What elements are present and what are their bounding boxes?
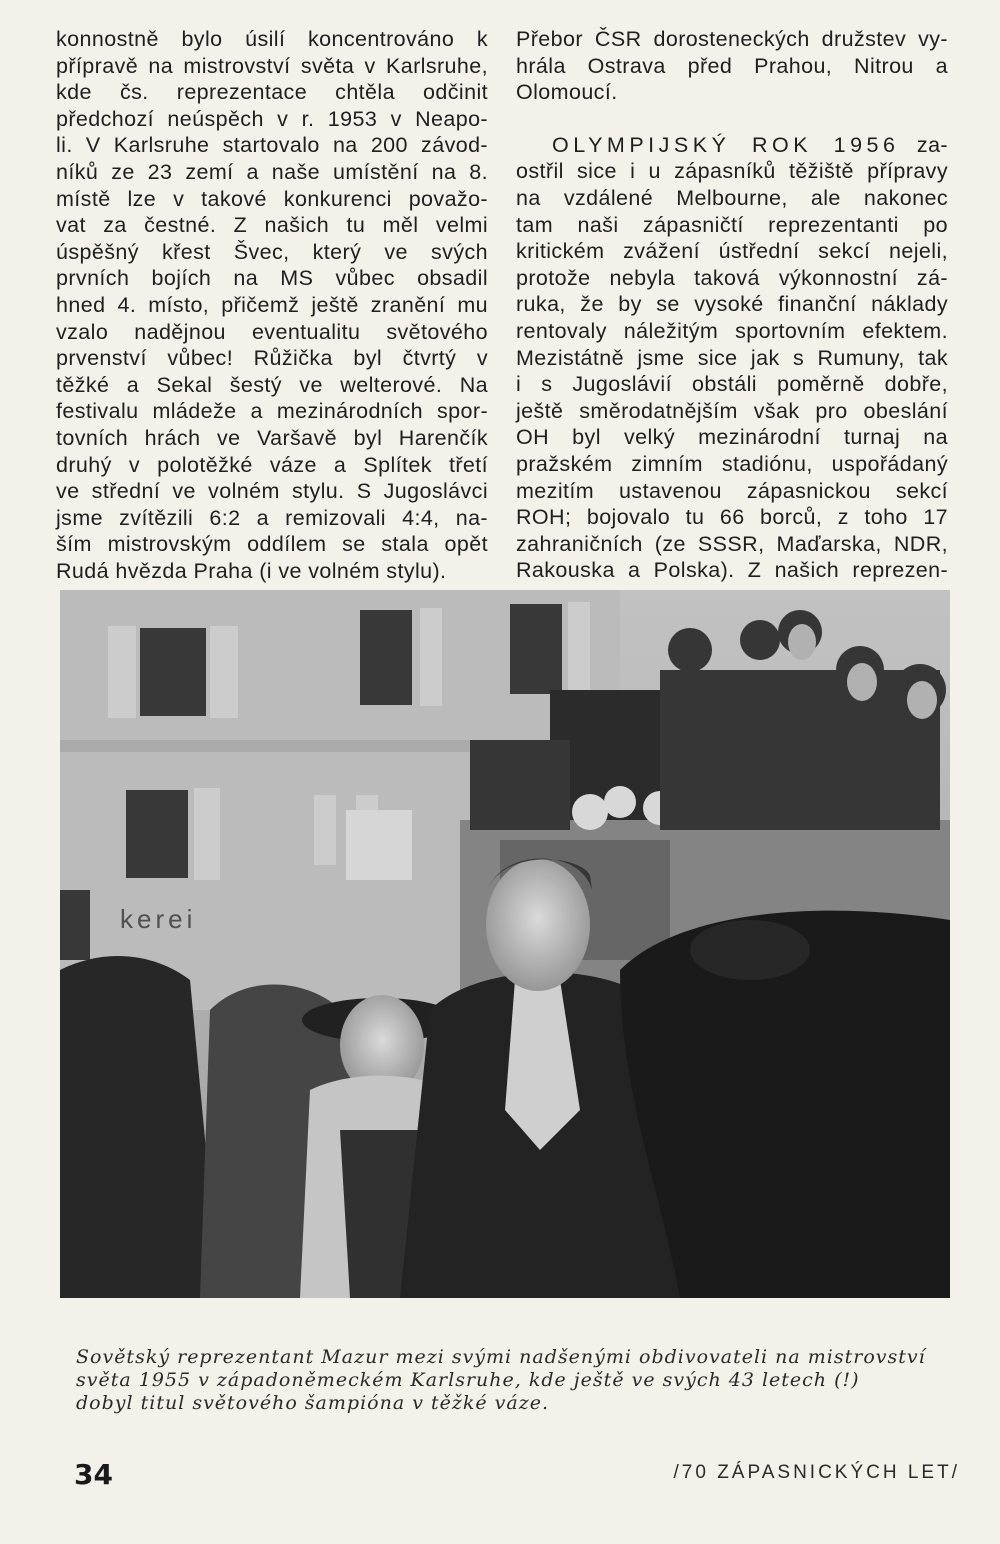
text-line: mezitím ustavenou zápasnickou sekcí: [516, 478, 948, 503]
text-line: místě lze v takové konkurenci považo-: [56, 186, 488, 211]
text-line: ROH; bojovalo tu 66 borců, z toho 17: [516, 505, 948, 530]
text-line: druhý v polotěžké váze a Splítek třetí: [56, 452, 488, 477]
photograph-illustration: [60, 590, 950, 1298]
text-line: protože nebyla taková výkonnostní zá-: [516, 265, 948, 290]
text-line: zahraničních (ze SSSR, Maďarska, NDR,: [516, 531, 948, 556]
photo-caption: [76, 1346, 956, 1415]
right-text-column: [516, 26, 948, 584]
paragraph-spacer: [516, 106, 948, 132]
text-line: Sovětský reprezentant Mazur mezi svými nadšenými obdivovateli na mistrovství: [76, 1346, 926, 1368]
text-line: kde čs. reprezentace chtěla odčinit: [56, 80, 488, 105]
text-line: pražském zimním stadiónu, uspořádaný: [516, 451, 948, 476]
text-line: ve střední ve volném stylu. S Jugoslávci: [56, 479, 488, 504]
text-line: ruka, že by se vysoké finanční náklady: [516, 292, 948, 317]
text-line: tovních hrách ve Varšavě byl Harenčík: [56, 425, 488, 450]
text-line: světa 1955 v západoněmeckém Karlsruhe, kde ještě ve svých 43 letech (!): [76, 1369, 860, 1391]
page-number: 34: [74, 1458, 113, 1491]
running-footer-title: /70 ZÁPASNICKÝCH LET/: [673, 1462, 960, 1483]
text-line: Rakouska a Polska). Z našich reprezen-: [516, 558, 948, 583]
text-line: Mezistátně jsme sice jak s Rumuny, tak: [516, 345, 948, 370]
text-line: Rudá hvězda Praha (i ve volném stylu).: [56, 558, 447, 583]
text-line: rentovaly náležitým sportovním efektem.: [516, 318, 948, 343]
text-line: festivalu mládeže a mezinárodních spor-: [56, 399, 488, 424]
photo-sign-text: kerei: [120, 904, 197, 934]
text-line: Olomoucí.: [516, 80, 618, 105]
text-line: vat za čestné. Z našich tu měl velmi: [56, 213, 488, 238]
text-line: konnostně bylo úsilí koncentrováno k: [56, 27, 488, 51]
heading-line-continuation: za-: [916, 132, 948, 157]
text-line: hned 4. místo, přičemž ještě zranění mu: [56, 292, 488, 317]
text-line: dobyl titul světového šampióna v těžké váze.: [76, 1392, 550, 1414]
text-line: ještě směrodatnějším však pro obeslání: [516, 398, 948, 423]
text-line: ším mistrovským oddílem se stala opět: [56, 532, 488, 557]
section-heading-line: [516, 132, 948, 159]
text-line: předchozí neúspěch v r. 1953 v Neapo-: [56, 106, 488, 131]
left-text-column: [56, 26, 488, 584]
text-line: přípravě na mistrovství světa v Karlsruhe,: [56, 53, 488, 78]
section-heading: OLYMPIJSKÝ ROK 1956: [552, 132, 900, 157]
text-line: prvních bojích na MS vůbec obsadil: [56, 266, 488, 291]
text-line: těžké a Sekal šestý ve welterové. Na: [56, 372, 488, 397]
text-line: li. V Karlsruhe startovalo na 200 závod-: [56, 133, 488, 158]
text-line: kritickém zvážení ústřední sekcí nejeli,: [516, 239, 948, 264]
photograph: [60, 590, 950, 1298]
text-line: na vzdálené Melbourne, ale nakonec: [516, 185, 948, 210]
text-line: Přebor ČSR dorosteneckých družstev vy-: [516, 27, 948, 51]
text-line: i s Jugoslávií obstáli poměrně dobře,: [516, 372, 948, 397]
text-line: jsme zvítězili 6:2 a remizovali 4:4, na-: [56, 505, 488, 530]
text-line: ostřil sice i u zápasníků těžiště přípravy: [516, 159, 948, 184]
text-line: níků ze 23 zemí a naše umístění na 8.: [56, 159, 488, 184]
text-line: prvenství vůbec! Růžička byl čtvrtý v: [56, 346, 488, 371]
text-line: úspěšný křest Švec, který ve svých: [56, 239, 488, 264]
text-line: hrála Ostrava před Prahou, Nitrou a: [516, 53, 948, 78]
text-line: vzalo nadějnou eventualitu světového: [56, 319, 488, 344]
text-line: OH byl velký mezinárodní turnaj na: [516, 425, 948, 450]
text-line: tam naši zápasničtí reprezentanti po: [516, 212, 948, 237]
